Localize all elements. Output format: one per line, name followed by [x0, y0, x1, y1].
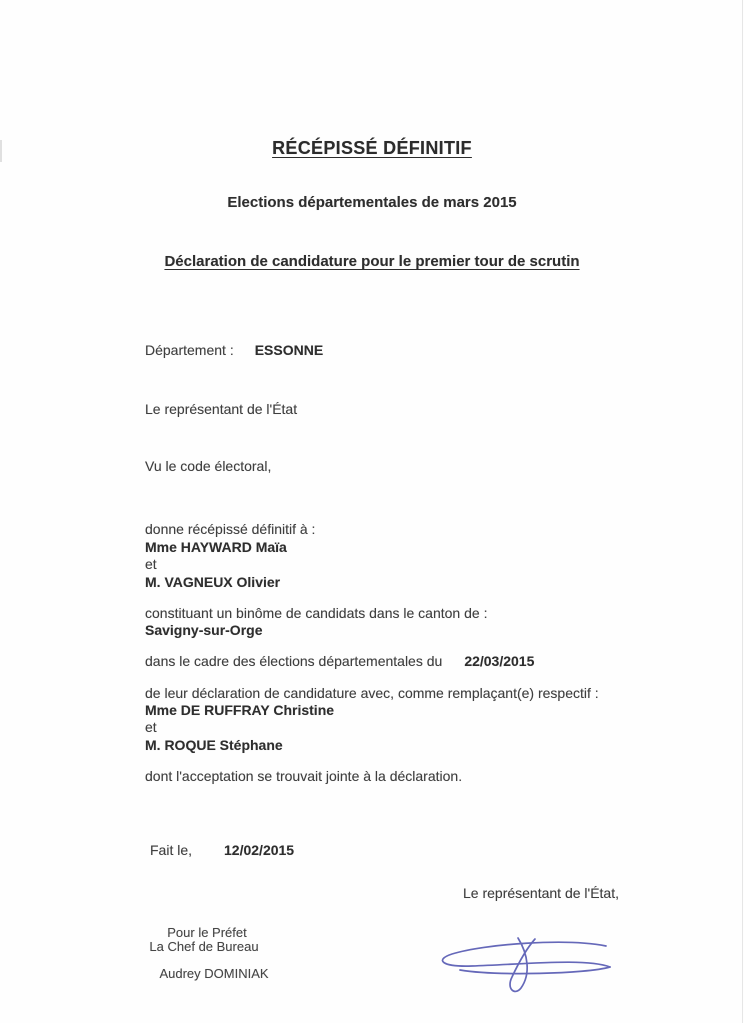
issued-label: Fait le, [150, 842, 193, 858]
section-heading: Déclaration de candidature pour le premier tour de scrutin [164, 253, 580, 270]
canton-name: Savigny-sur-Orge [145, 622, 263, 638]
state-representative-line: Le représentant de l'État [145, 401, 298, 417]
issued-date-line [150, 842, 294, 859]
document-title: RÉCÉPISSÉ DÉFINITIF [272, 138, 472, 158]
handwritten-signature-ink [436, 936, 618, 996]
candidate-2-name: M. VAGNEUX Olivier [145, 574, 281, 590]
vu-code-electoral-line: Vu le code électoral, [145, 458, 272, 474]
department-label: Département : [145, 342, 234, 358]
election-lead-text: dans le cadre des élections départementales du [145, 653, 443, 669]
signature-delegation-line-1: Pour le Préfet [167, 925, 247, 940]
canton-lead-line: constituant un binôme de candidats dans le canton de : [145, 605, 488, 621]
candidate-1-name: Mme HAYWARD Maïa [145, 539, 287, 555]
signature-delegation-line-2: La Chef de Bureau [149, 939, 259, 954]
election-date-line [145, 653, 534, 670]
signature-title-line: Le représentant de l'État, [463, 885, 619, 901]
substitute-1-name: Mme DE RUFFRAY Christine [145, 702, 335, 718]
signatory-name: Audrey DOMINIAK [159, 966, 269, 981]
department-value: ESSONNE [254, 342, 324, 358]
conjunction-et-1: et [145, 556, 157, 572]
grant-lead-line: donne récépissé définitif à : [145, 521, 316, 537]
election-date: 22/03/2015 [464, 653, 535, 669]
conjunction-et-2: et [145, 719, 157, 735]
issued-date: 12/02/2015 [224, 842, 295, 858]
substitute-2-name: M. ROQUE Stéphane [145, 737, 283, 753]
acceptance-closing-line: dont l'acceptation se trouvait jointe à la déclaration. [145, 768, 463, 784]
department-line [145, 342, 323, 359]
substitutes-lead-line: de leur déclaration de candidature avec, comme remplaçant(e) respectif : [145, 685, 599, 701]
document-subtitle: Elections départementales de mars 2015 [227, 194, 517, 211]
